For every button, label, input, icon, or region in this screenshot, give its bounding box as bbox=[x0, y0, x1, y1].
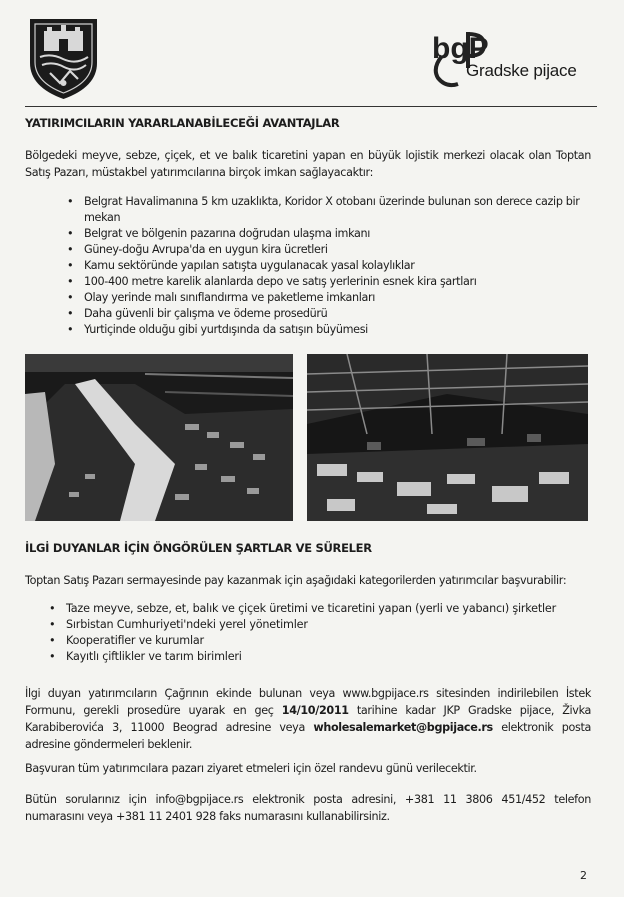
advantages-list bbox=[84, 194, 584, 338]
list-item: • Kooperatifler ve kurumlar bbox=[66, 633, 586, 649]
visit-paragraph: Başvuran tüm yatırımcılara pazarı ziyaret etmeleri için özel randevu günü verilecektir. bbox=[25, 762, 477, 775]
application-text-part3: elektronik posta adresine göndermeleri beklenir. bbox=[25, 721, 591, 751]
list-item: • Belgrat Havalimanına 5 km uzaklıkta, Koridor X otobanı üzerinde bulunan son derece cazip bir mekan bbox=[84, 194, 584, 226]
application-text-part2: tarihine kadar JKP Gradske pijace, Živka Karabiberovića 3, 11000 Beograd adresine veya bbox=[25, 704, 592, 734]
section2-intro: Toptan Satış Pazarı sermayesinde pay kazanmak için aşağıdaki kategorilerden yatırımcılar başvurabilir: bbox=[25, 574, 567, 587]
market-hall-photo bbox=[307, 354, 588, 521]
list-item: • Kamu sektöründe yapılan satışta uygulanacak yasal kolaylıklar bbox=[84, 258, 584, 274]
contact-email: wholesalemarket@bgpijace.rs bbox=[313, 721, 493, 734]
contact-paragraph: Bütün sorularınız için info@bgpijace.rs elektronik posta adresini, +381 11 3806 451/452 telefon numarasını veya +381 11 2401 928 faks numarasını kullanabilirsiniz. bbox=[25, 793, 591, 823]
list-item: • Taze meyve, sebze, et, balık ve çiçek üretimi ve ticaretini yapan (yerli ve yabancı) şirketler bbox=[66, 601, 586, 617]
list-item: • Daha güvenli bir çalışma ve ödeme prosedürü bbox=[84, 306, 584, 322]
section1-intro: Bölgedeki meyve, sebze, çiçek, et ve balık ticaretini yapan en büyük lojistik merkezi olacak olan Toptan Satış Pazarı, müstakbel yatırımcılarına birçok imkan sağlayacaktır: bbox=[25, 149, 591, 179]
eligible-investors-list bbox=[66, 601, 586, 665]
list-item: • Belgrat ve bölgenin pazarına doğrudan ulaşma imkanı bbox=[84, 226, 584, 242]
list-item: • Güney-doğu Avrupa'da en uygun kira ücretleri bbox=[84, 242, 584, 258]
logo-text: Gradske pijace bbox=[466, 61, 577, 80]
list-item: • Sırbistan Cumhuriyeti'ndeki yerel yönetimler bbox=[66, 617, 586, 633]
coat-of-arms-logo bbox=[26, 13, 101, 101]
logo-letters: bgP bbox=[432, 32, 489, 65]
market-aerial-photo bbox=[25, 354, 293, 521]
application-paragraph bbox=[25, 685, 591, 753]
list-item: • Olay yerinde malı sınıflandırma ve paketleme imkanları bbox=[84, 290, 584, 306]
list-item: • 100-400 metre karelik alanlarda depo ve satış yerlerinin esnek kira şartları bbox=[84, 274, 584, 290]
list-item: • Yurtiçinde olduğu gibi yurtdışında da satışın büyümesi bbox=[84, 322, 584, 338]
list-item: • Kayıtlı çiftlikler ve tarım birimleri bbox=[66, 649, 586, 665]
header-divider bbox=[25, 106, 597, 107]
section2-heading: İLGİ DUYANLAR İÇİN ÖNGÖRÜLEN ŞARTLAR VE SÜRELER bbox=[25, 541, 372, 555]
application-text-part1: İlgi duyan yatırımcıların Çağrının ekinde bulunan veya www.bgpijace.rs sitesinden indirilebilen İstek Formunu, gerekli prosedüre uyarak en geç bbox=[25, 687, 591, 717]
section1-heading: YATIRIMCILARIN YARARLANABİLECEĞİ AVANTAJLAR bbox=[25, 116, 340, 130]
page-number: 2 bbox=[580, 869, 587, 882]
deadline-date: 14/10/2011 bbox=[281, 704, 349, 717]
